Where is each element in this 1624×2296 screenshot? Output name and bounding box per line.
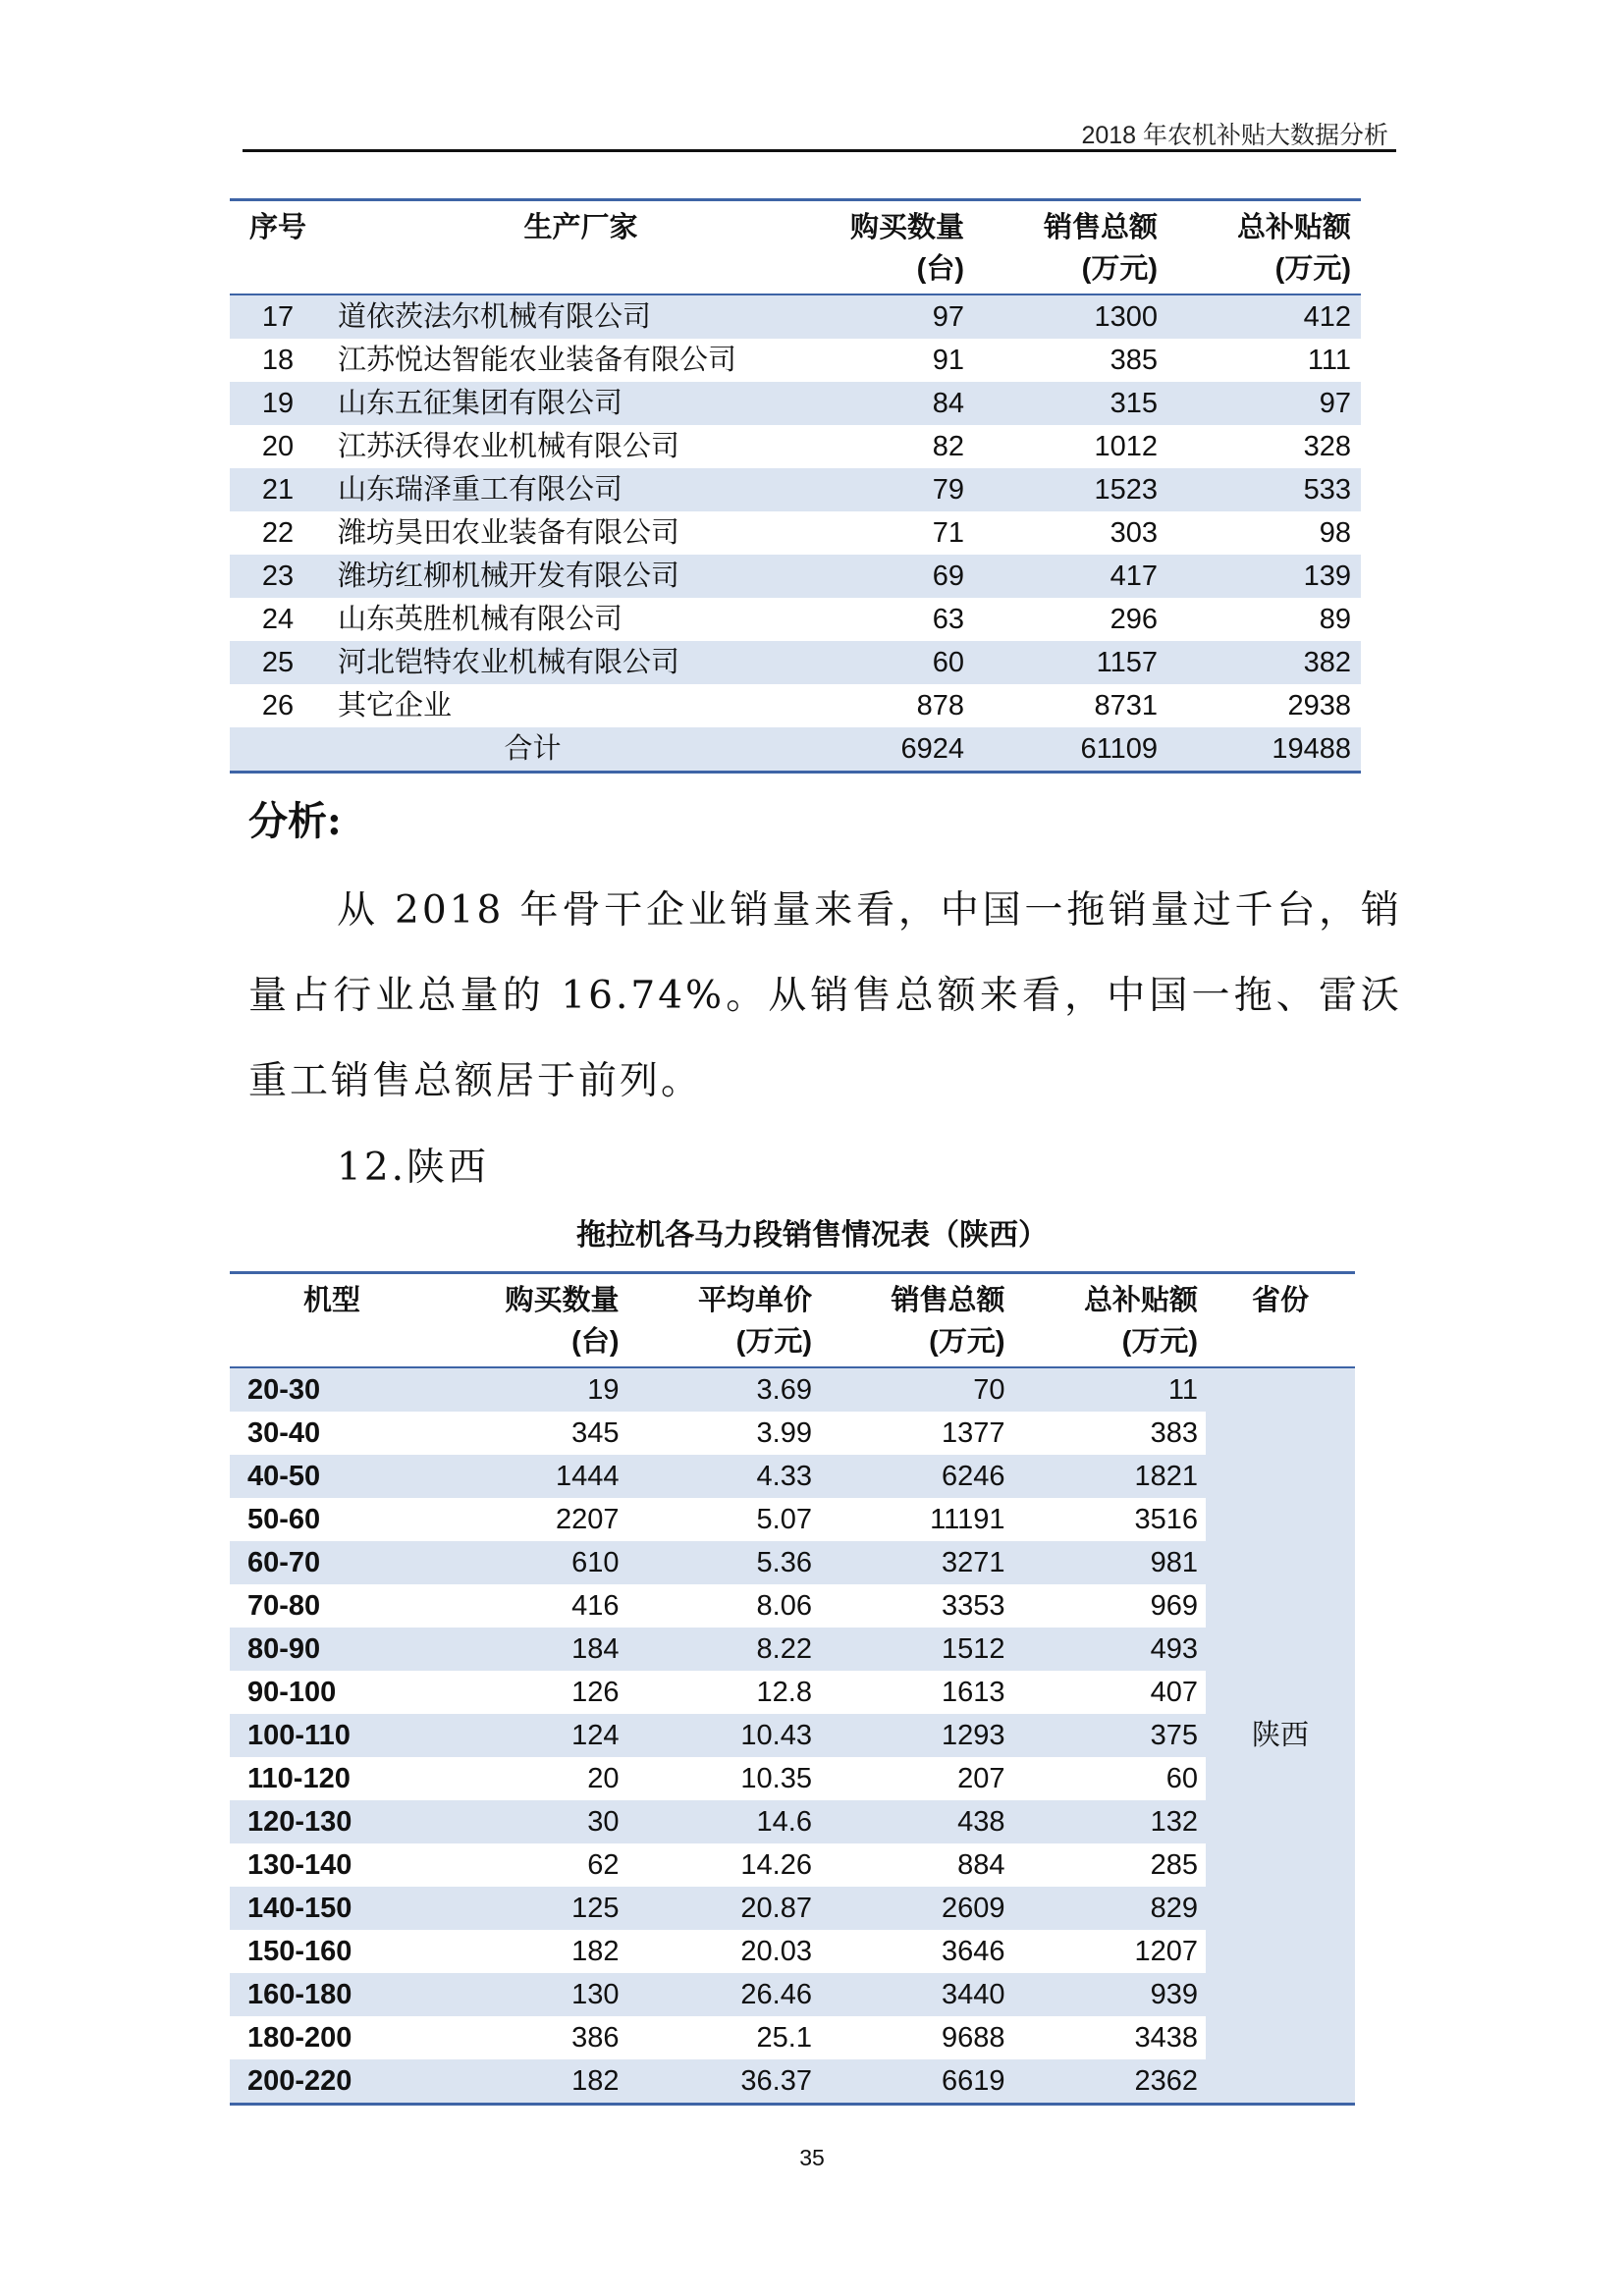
- model-cell: 140-150: [230, 1887, 434, 1930]
- horsepower-table: [230, 1271, 1355, 2106]
- table-row: [230, 339, 1361, 382]
- maker-cell: 潍坊昊田农业装备有限公司: [338, 517, 680, 549]
- total-label: 合计: [230, 727, 836, 773]
- subsidy-cell: 1207: [1134, 1936, 1198, 1967]
- qty-cell: 91: [932, 345, 964, 376]
- price-cell: 5.07: [756, 1504, 812, 1535]
- col-header-subsidy: 总补贴额 (万元): [1164, 200, 1361, 295]
- sales-cell: 1613: [941, 1677, 1005, 1708]
- sales-cell: 1377: [941, 1417, 1005, 1449]
- header-title: 2018 年农机补贴大数据分析: [1081, 122, 1388, 149]
- manufacturer-table-header: [230, 200, 1361, 295]
- table-row: [230, 1628, 1355, 1671]
- price-cell: 14.6: [627, 1800, 821, 1843]
- model-cell: 160-180: [230, 1973, 434, 2016]
- table-row: [230, 1800, 1355, 1843]
- subsidy-cell: 139: [1164, 555, 1361, 598]
- subsidy-cell: 328: [1303, 431, 1351, 462]
- qty-cell: 386: [571, 2022, 620, 2054]
- subsidy-cell: 407: [1150, 1677, 1198, 1708]
- sales-cell: 1300: [970, 294, 1164, 339]
- qty-cell: 30: [434, 1800, 627, 1843]
- header-rule: [243, 149, 1396, 152]
- total-row: [230, 727, 1361, 773]
- model-cell: 110-120: [247, 1763, 351, 1794]
- subsidy-cell: 382: [1164, 641, 1361, 684]
- col-header-model: 机型: [230, 1273, 434, 1368]
- sales-cell: 1157: [970, 641, 1164, 684]
- seq-cell: 21: [230, 468, 326, 511]
- table-row: [230, 1671, 1355, 1714]
- price-cell: 26.46: [627, 1973, 821, 2016]
- price-cell: 5.36: [627, 1541, 821, 1584]
- price-cell: 12.8: [756, 1677, 812, 1708]
- sales-cell: 3646: [941, 1936, 1005, 1967]
- table-row: [230, 1584, 1355, 1628]
- subsidy-cell: 89: [1319, 604, 1351, 635]
- table-row: [230, 1541, 1355, 1584]
- qty-cell: 125: [434, 1887, 627, 1930]
- model-cell: 20-30: [230, 1367, 434, 1412]
- sales-cell: 315: [970, 382, 1164, 425]
- model-cell: 100-110: [230, 1714, 434, 1757]
- qty-cell: 2207: [555, 1504, 620, 1535]
- maker-cell: 江苏悦达智能农业装备有限公司: [338, 345, 737, 376]
- table-row: [230, 1455, 1355, 1498]
- maker-cell: 山东五征集团有限公司: [326, 382, 836, 425]
- qty-cell: 1444: [434, 1455, 627, 1498]
- qty-cell: 63: [932, 604, 964, 635]
- price-cell: 14.26: [740, 1849, 812, 1881]
- table-row: [230, 1412, 1355, 1455]
- seq-cell: 19: [230, 382, 326, 425]
- table-row: [230, 511, 1361, 555]
- subsidy-cell: 60: [1165, 1763, 1198, 1794]
- table-row: [230, 468, 1361, 511]
- table-row: [230, 1498, 1355, 1541]
- maker-cell: 潍坊红柳机械开发有限公司: [326, 555, 836, 598]
- price-cell: 25.1: [756, 2022, 812, 2054]
- section-heading: 12.陕西: [337, 1146, 490, 1190]
- col-header-maker: 生产厂家: [326, 200, 836, 295]
- qty-cell: 126: [571, 1677, 620, 1708]
- price-cell: 20.87: [627, 1887, 821, 1930]
- price-cell: 8.22: [627, 1628, 821, 1671]
- model-cell: 60-70: [230, 1541, 434, 1584]
- table-row: [230, 684, 1361, 727]
- maker-cell: 江苏沃得农业机械有限公司: [338, 431, 680, 462]
- table-row: [230, 598, 1361, 641]
- total-qty-cell: 6924: [836, 727, 970, 773]
- sales-cell: 3353: [941, 1590, 1005, 1622]
- subsidy-cell: 98: [1319, 517, 1351, 549]
- model-cell: 180-200: [247, 2022, 352, 2054]
- seq-cell: 24: [261, 604, 295, 635]
- sales-cell: 1523: [970, 468, 1164, 511]
- sales-cell: 11191: [930, 1504, 1005, 1535]
- qty-cell: 62: [587, 1849, 620, 1881]
- qty-cell: 20: [587, 1763, 620, 1794]
- table-row: [230, 1757, 1355, 1800]
- price-cell: 8.06: [756, 1590, 812, 1622]
- manufacturer-table-body: [230, 294, 1361, 773]
- qty-cell: 124: [434, 1714, 627, 1757]
- col-header-subsidy: 总补贴额 (万元): [1013, 1273, 1207, 1368]
- qty-cell: 878: [916, 690, 964, 721]
- sales-cell: 207: [957, 1763, 1005, 1794]
- model-cell: 150-160: [247, 1936, 352, 1967]
- subsidy-cell: 1821: [1013, 1455, 1207, 1498]
- col-header-seq: 序号: [230, 200, 326, 295]
- analysis-paragraph: 从 2018 年骨干企业销量来看，中国一拖销量过千台，销量占行业总量的 16.74%。从销售总额来看，中国一拖、雷沃重工销售总额居于前列。: [248, 888, 1402, 1103]
- sales-cell: 6246: [820, 1455, 1013, 1498]
- price-cell: 10.43: [627, 1714, 821, 1757]
- horsepower-table-header: [230, 1273, 1355, 1368]
- sales-cell: 1293: [820, 1714, 1013, 1757]
- price-cell: 3.99: [756, 1417, 812, 1449]
- subsidy-cell: 132: [1013, 1800, 1207, 1843]
- model-cell: 120-130: [230, 1800, 434, 1843]
- price-cell: 3.69: [627, 1367, 821, 1412]
- sales-cell: 296: [1110, 604, 1158, 635]
- sales-cell: 1012: [1094, 431, 1158, 462]
- seq-cell: 17: [230, 294, 326, 339]
- subsidy-cell: 939: [1013, 1973, 1207, 2016]
- subsidy-cell: 2362: [1013, 2059, 1207, 2105]
- qty-cell: 182: [434, 2059, 627, 2105]
- model-cell: 50-60: [247, 1504, 321, 1535]
- table-row: [230, 1367, 1355, 1412]
- col-header-province: 省份: [1206, 1273, 1355, 1368]
- seq-cell: 23: [230, 555, 326, 598]
- province-cell: 陕西: [1206, 1367, 1355, 2105]
- maker-cell: 河北铠特农业机械有限公司: [326, 641, 836, 684]
- sales-cell: 70: [820, 1367, 1013, 1412]
- seq-cell: 25: [230, 641, 326, 684]
- seq-cell: 18: [261, 345, 295, 376]
- qty-cell: 345: [571, 1417, 620, 1449]
- subsidy-cell: 2938: [1287, 690, 1351, 721]
- sales-cell: 8731: [1094, 690, 1158, 721]
- subsidy-cell: 533: [1164, 468, 1361, 511]
- seq-cell: 26: [261, 690, 295, 721]
- table-row: [230, 555, 1361, 598]
- sales-cell: 3440: [820, 1973, 1013, 2016]
- price-cell: 4.33: [627, 1455, 821, 1498]
- model-cell: 80-90: [230, 1628, 434, 1671]
- table-row: [230, 1843, 1355, 1887]
- qty-cell: 130: [434, 1973, 627, 2016]
- table-row: [230, 2059, 1355, 2105]
- subsidy-cell: 285: [1150, 1849, 1198, 1881]
- qty-cell: 97: [836, 294, 970, 339]
- qty-cell: 71: [932, 517, 964, 549]
- table-row: [230, 1930, 1355, 1973]
- qty-cell: 19: [434, 1367, 627, 1412]
- total-sales-cell: 61109: [970, 727, 1164, 773]
- sales-cell: 9688: [941, 2022, 1005, 2054]
- manufacturer-table: [230, 198, 1361, 774]
- maker-cell: 其它企业: [338, 690, 453, 721]
- maker-cell: 道依茨法尔机械有限公司: [326, 294, 836, 339]
- table-row: [230, 294, 1361, 339]
- subsidy-cell: 969: [1150, 1590, 1198, 1622]
- qty-cell: 79: [836, 468, 970, 511]
- model-cell: 130-140: [247, 1849, 352, 1881]
- price-cell: 10.35: [740, 1763, 812, 1794]
- horsepower-table-title: 拖拉机各马力段销售情况表（陕西）: [576, 1219, 1048, 1252]
- qty-cell: 184: [434, 1628, 627, 1671]
- subsidy-cell: 829: [1013, 1887, 1207, 1930]
- qty-cell: 416: [571, 1590, 620, 1622]
- col-header-qty: 购买数量 (台): [434, 1273, 627, 1368]
- seq-cell: 22: [261, 517, 295, 549]
- subsidy-cell: 97: [1164, 382, 1361, 425]
- price-cell: 36.37: [627, 2059, 821, 2105]
- table-row: [230, 1714, 1355, 1757]
- col-header-sales: 销售总额 (万元): [970, 200, 1164, 295]
- qty-cell: 82: [932, 431, 964, 462]
- subsidy-cell: 493: [1013, 1628, 1207, 1671]
- qty-cell: 84: [836, 382, 970, 425]
- table-row: [230, 2016, 1355, 2059]
- col-header-price: 平均单价 (万元): [627, 1273, 821, 1368]
- sales-cell: 303: [1110, 517, 1158, 549]
- table-row: [230, 641, 1361, 684]
- qty-cell: 60: [836, 641, 970, 684]
- horsepower-table-body: [230, 1367, 1355, 2105]
- analysis-title: 分析:: [248, 798, 342, 844]
- sales-cell: 1512: [820, 1628, 1013, 1671]
- sales-cell: 6619: [820, 2059, 1013, 2105]
- subsidy-cell: 111: [1307, 345, 1351, 376]
- qty-cell: 69: [836, 555, 970, 598]
- subsidy-cell: 412: [1164, 294, 1361, 339]
- total-subsidy-cell: 19488: [1164, 727, 1361, 773]
- table-row: [230, 1887, 1355, 1930]
- sales-cell: 3271: [820, 1541, 1013, 1584]
- model-cell: 70-80: [247, 1590, 321, 1622]
- sales-cell: 884: [957, 1849, 1005, 1881]
- table-row: [230, 425, 1361, 468]
- subsidy-cell: 3516: [1134, 1504, 1198, 1535]
- table-row: [230, 382, 1361, 425]
- maker-cell: 山东英胜机械有限公司: [338, 604, 623, 635]
- sales-cell: 417: [970, 555, 1164, 598]
- page-number: 35: [799, 2145, 825, 2170]
- subsidy-cell: 375: [1013, 1714, 1207, 1757]
- sales-cell: 438: [820, 1800, 1013, 1843]
- subsidy-cell: 981: [1013, 1541, 1207, 1584]
- subsidy-cell: 11: [1013, 1367, 1207, 1412]
- sales-cell: 385: [1110, 345, 1158, 376]
- model-cell: 90-100: [247, 1677, 337, 1708]
- sales-cell: 2609: [820, 1887, 1013, 1930]
- qty-cell: 182: [571, 1936, 620, 1967]
- maker-cell: 山东瑞泽重工有限公司: [326, 468, 836, 511]
- qty-cell: 610: [434, 1541, 627, 1584]
- model-cell: 40-50: [230, 1455, 434, 1498]
- subsidy-cell: 383: [1150, 1417, 1198, 1449]
- subsidy-cell: 3438: [1134, 2022, 1198, 2054]
- model-cell: 200-220: [230, 2059, 434, 2105]
- price-cell: 20.03: [740, 1936, 812, 1967]
- col-header-sales: 销售总额 (万元): [820, 1273, 1013, 1368]
- seq-cell: 20: [261, 431, 295, 462]
- table-row: [230, 1973, 1355, 2016]
- col-header-qty: 购买数量 (台): [836, 200, 970, 295]
- model-cell: 30-40: [247, 1417, 321, 1449]
